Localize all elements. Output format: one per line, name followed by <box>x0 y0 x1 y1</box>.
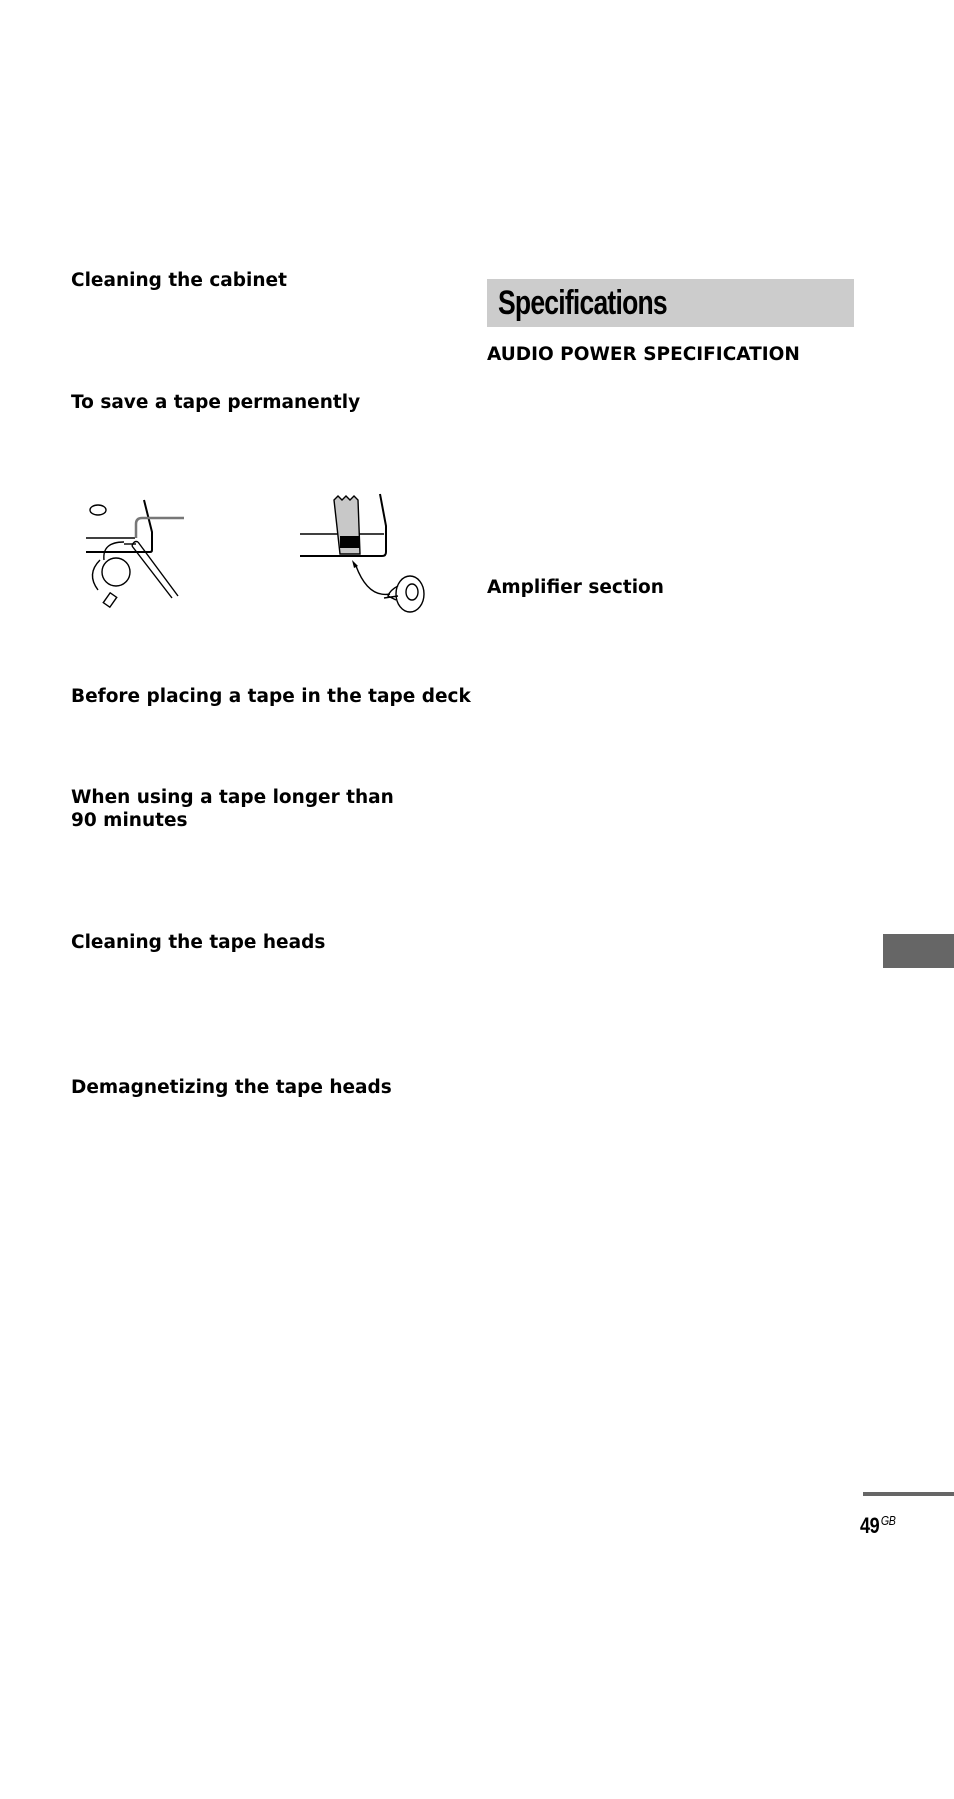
heading-cleaning-tape-heads: Cleaning the tape heads <box>71 932 326 953</box>
heading-before-placing-tape: Before placing a tape in the tape deck <box>71 686 471 707</box>
cassette-adhesive-tape-illustration <box>298 490 438 620</box>
heading-longer-tape-line1: When using a tape longer than <box>71 787 394 808</box>
specifications-title: Specifications <box>498 284 667 322</box>
heading-amplifier-section: Amplifier section <box>487 577 664 598</box>
footer-rule <box>863 1492 954 1496</box>
page-number-suffix: GB <box>880 1513 896 1528</box>
heading-save-tape-permanently: To save a tape permanently <box>71 392 361 413</box>
specifications-title-box <box>487 279 854 327</box>
heading-longer-tape-line2: 90 minutes <box>71 810 188 831</box>
cassette-tab-break-illustration <box>80 490 200 615</box>
page-number-value: 49 <box>860 1513 880 1538</box>
heading-cleaning-the-cabinet: Cleaning the cabinet <box>71 270 287 291</box>
heading-longer-tape <box>71 786 394 832</box>
heading-audio-power-specification: AUDIO POWER SPECIFICATION <box>487 344 800 365</box>
section-side-tab <box>883 934 954 968</box>
page-number <box>860 1508 895 1539</box>
heading-demagnetizing: Demagnetizing the tape heads <box>71 1077 392 1098</box>
